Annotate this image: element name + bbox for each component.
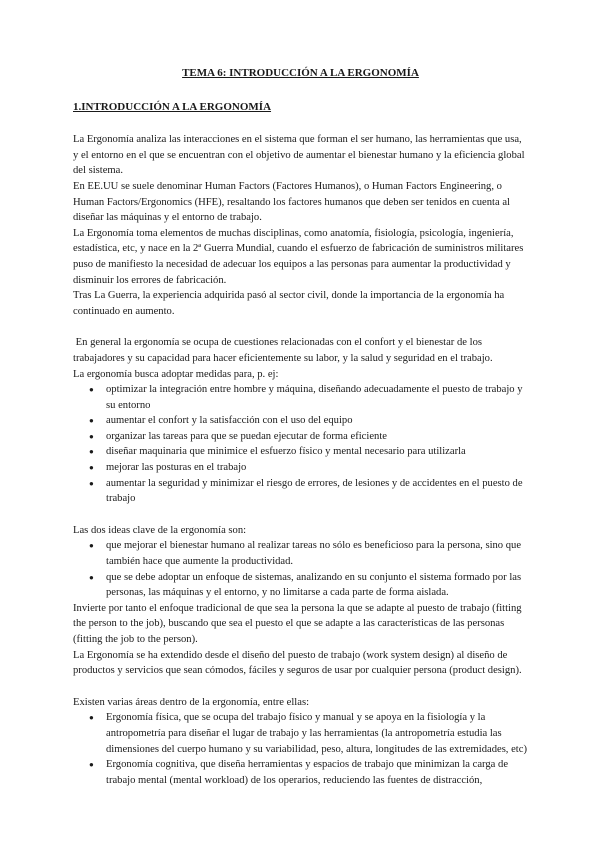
- list-item: ● organizar las tareas para que se puedan ejecutar de forma eficiente: [73, 429, 528, 445]
- bullet-icon: ●: [89, 572, 94, 582]
- bullet-icon: ●: [89, 431, 94, 441]
- list-item: ● Ergonomía física, que se ocupa del trabajo físico y manual y se apoya en la fisiología y la antropometría para diseñar el lugar de trabajo y las herramientas (la antropometría estudia las dimensiones del cuerpo humano y su variabilidad, peso, altura, longitudes de las extremidades, etc): [89, 712, 527, 755]
- intro-paragraph: En EE.UU se suele denominar Human Factors (Factores Humanos), o Human Factors Engineering, o Human Factors/Ergonomics (HFE), resaltando los factores humanos que deben ser tenidos en cuenta al diseñar las máquinas y el entorno de trabajo.: [73, 180, 510, 224]
- bullet-icon: ●: [89, 385, 94, 395]
- bullet-icon: ●: [89, 416, 94, 426]
- intro-paragraph: Tras La Guerra, la experiencia adquirida pasó al sector civil, donde la importancia de la ergonomía ha continuado en aumento.: [73, 290, 505, 317]
- list-item: ● aumentar el confort y la satisfacción con el uso del equipo: [73, 413, 528, 429]
- list-item: ● Ergonomía cognitiva, que diseña herramientas y espacios de trabajo que minimizan la carga de trabajo mental (mental workload) de los operarios, reduciendo las fuentes de distracción,: [89, 759, 509, 786]
- bullet-icon: ●: [89, 447, 94, 457]
- section-heading: 1.INTRODUCCIÓN A LA ERGONOMÍA: [73, 100, 272, 113]
- list-item: ● mejorar las posturas en el trabajo: [73, 460, 528, 476]
- intro-paragraph: La Ergonomía toma elementos de muchas disciplinas, como anatomía, fisiología, psicología, ingeniería, estadística, etc, y nace en la 2ª Guerra Mundial, cuando el esfuerzo de fabricación de suministros militares puso de manifiesto la necesidad de adecuar los equipos a las personas para aumentar la productividad y disminuir los errores de fabricación.: [73, 227, 524, 286]
- list-item: ● diseñar maquinaria que minimice el esfuerzo físico y mental necesario para utilizarla: [73, 444, 528, 460]
- intro-paragraph: La Ergonomía analiza las interacciones en el sistema que forman el ser humano, las herramientas que usa, y el entorno en el que se encuentran con el objetivo de aumentar el bienestar humano y la eficiencia global del sistema.: [73, 134, 525, 177]
- list-item: ● optimizar la integración entre hombre y máquina, diseñando adecuadamente el puesto de trabajo y su entorno: [89, 384, 523, 411]
- bullet-icon: ●: [89, 760, 94, 770]
- key-ideas-list: [73, 538, 528, 600]
- list-item: ● que se debe adoptar un enfoque de sistemas, analizando en su conjunto el sistema formado por las personas, las máquinas y el entorno, y no limitarse a cada parte de forma aislada.: [89, 571, 522, 599]
- key-ideas-intro: Las dos ideas clave de la ergonomía son:: [73, 524, 247, 536]
- document-page: [73, 66, 528, 788]
- bullet-icon: ●: [89, 478, 94, 488]
- measures-intro: La ergonomía busca adoptar medidas para, p. ej:: [73, 368, 279, 380]
- list-item: ● aumentar la seguridad y minimizar el riesgo de errores, de lesiones y de accidentes en el puesto de trabajo: [89, 477, 523, 505]
- bullet-icon: ●: [89, 713, 94, 723]
- measures-list: [73, 382, 528, 507]
- areas-intro: Existen varias áreas dentro de la ergonomía, entre ellas:: [73, 696, 310, 708]
- areas-list: [73, 710, 528, 788]
- extended-paragraph: La Ergonomía se ha extendido desde el diseño del puesto de trabajo (work system design) al diseño de productos y servicios que sean cómodos, fáciles y seguros de usar por cualquier persona (product design).: [73, 649, 522, 677]
- document-title: TEMA 6: INTRODUCCIÓN A LA ERGONOMÍA: [182, 67, 419, 79]
- bullet-icon: ●: [89, 463, 94, 473]
- invert-paragraph: Invierte por tanto el enfoque tradicional de que sea la persona la que se adapte al puesto de trabajo (fitting the person to the job), buscando que sea el puesto el que se adapte a las características de las personas (fitting the job to the person).: [73, 602, 522, 645]
- list-item: ● que mejorar el bienestar humano al realizar tareas no sólo es beneficioso para la persona, sino que también hace que aumente la productividad.: [89, 540, 522, 568]
- general-paragraph: En general la ergonomía se ocupa de cuestiones relacionadas con el confort y el bienestar de los trabajadores y su capacidad para hacer eficientemente su labor, y la salud y seguridad en el trabajo.: [73, 337, 493, 364]
- bullet-icon: ●: [89, 541, 94, 551]
